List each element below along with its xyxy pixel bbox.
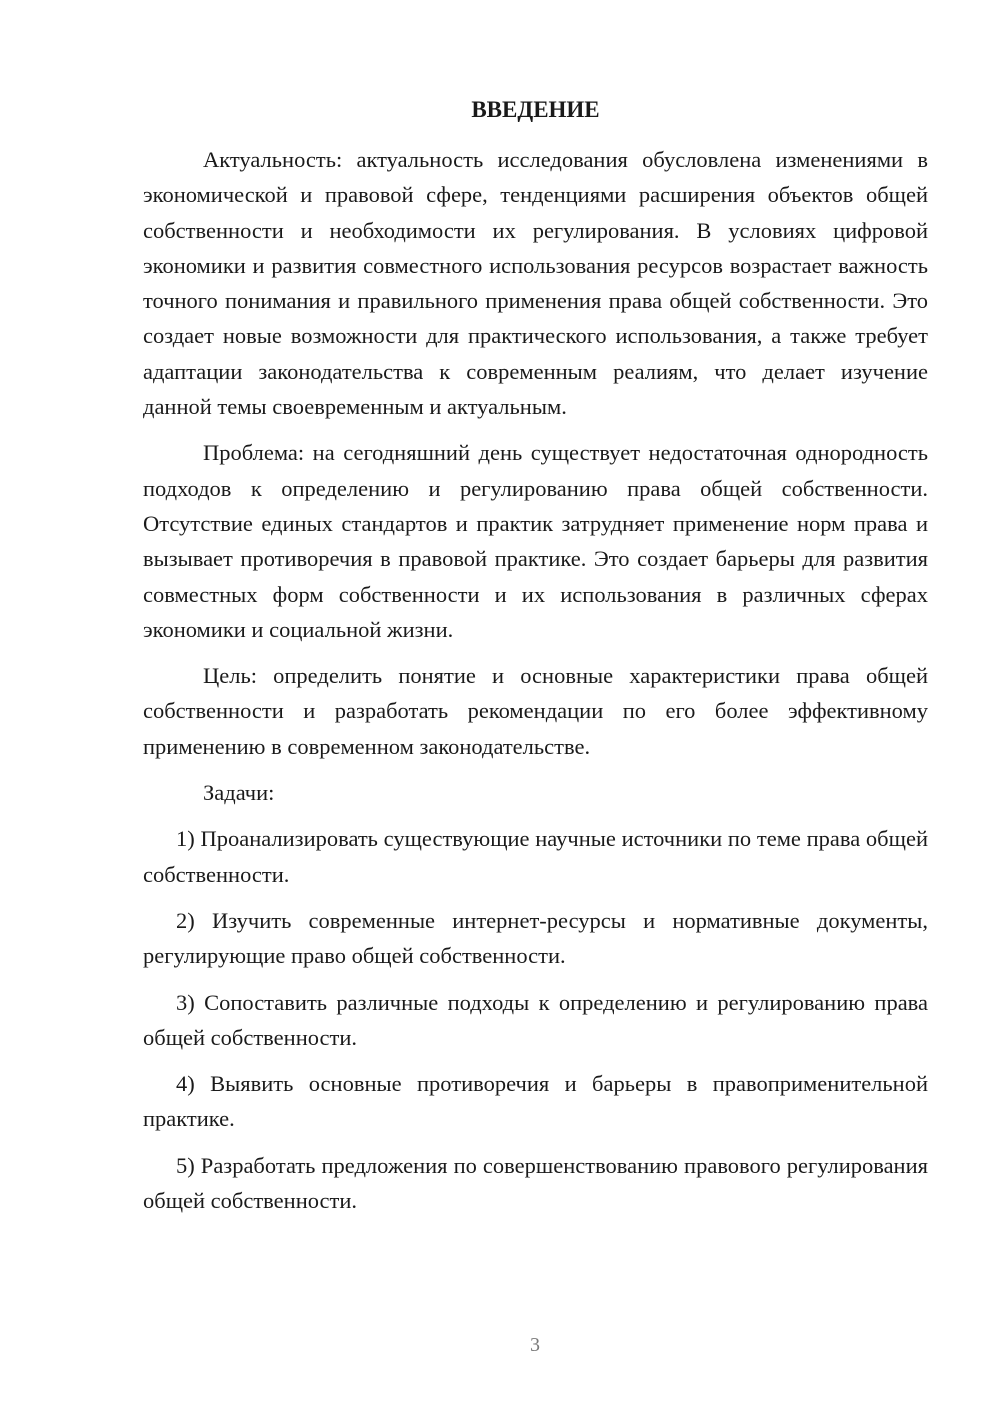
page-number: 3 — [530, 1334, 540, 1356]
task-item-5: 5) Разработать предложения по совершенствованию правового регулирования общей собственности. — [143, 1152, 928, 1214]
paragraph-problem: Проблема: на сегодняшний день существует недостаточная однородность подходов к определению и регулированию права общей собственности. Отсутствие единых стандартов и практик затрудняет применение норм права и вызывает противоречия в правовой практике. Это создает барьеры для развития совместных форм собственности и их использования в различных сферах экономики и социальной жизни. — [143, 440, 928, 642]
tasks-heading: Задачи: — [203, 780, 275, 806]
task-item-4: 4) Выявить основные противоречия и барьеры в правоприменительной практике. — [143, 1071, 928, 1132]
task-item-3: 3) Сопоставить различные подходы к определению и регулированию права общей собственности. — [143, 989, 928, 1050]
document-page — [143, 92, 928, 1229]
task-item-2: 2) Изучить современные интернет-ресурсы и нормативные документы, регулирующие право общей собственности. — [143, 907, 928, 969]
paragraph-relevance: Актуальность: актуальность исследования обусловлена изменениями в экономической и правовой сфере, тенденциями расширения объектов общей собственности и необходимости их регулирования. В условиях цифровой экономики и развития совместного использования ресурсов возрастает важность точного понимания и правильного применения права общей собственности. Это создает новые возможности для практического использования, а также требует адаптации законодательства к современным реалиям, что делает изучение данной темы своевременным и актуальным. — [143, 147, 928, 420]
task-item-1: 1) Проанализировать существующие научные источники по теме права общей собственности. — [143, 826, 928, 887]
paragraph-goal: Цель: определить понятие и основные характеристики права общей собственности и разработать рекомендации по его более эффективному применению в современном законодательстве. — [143, 663, 928, 759]
section-title: ВВЕДЕНИЕ — [471, 97, 600, 122]
